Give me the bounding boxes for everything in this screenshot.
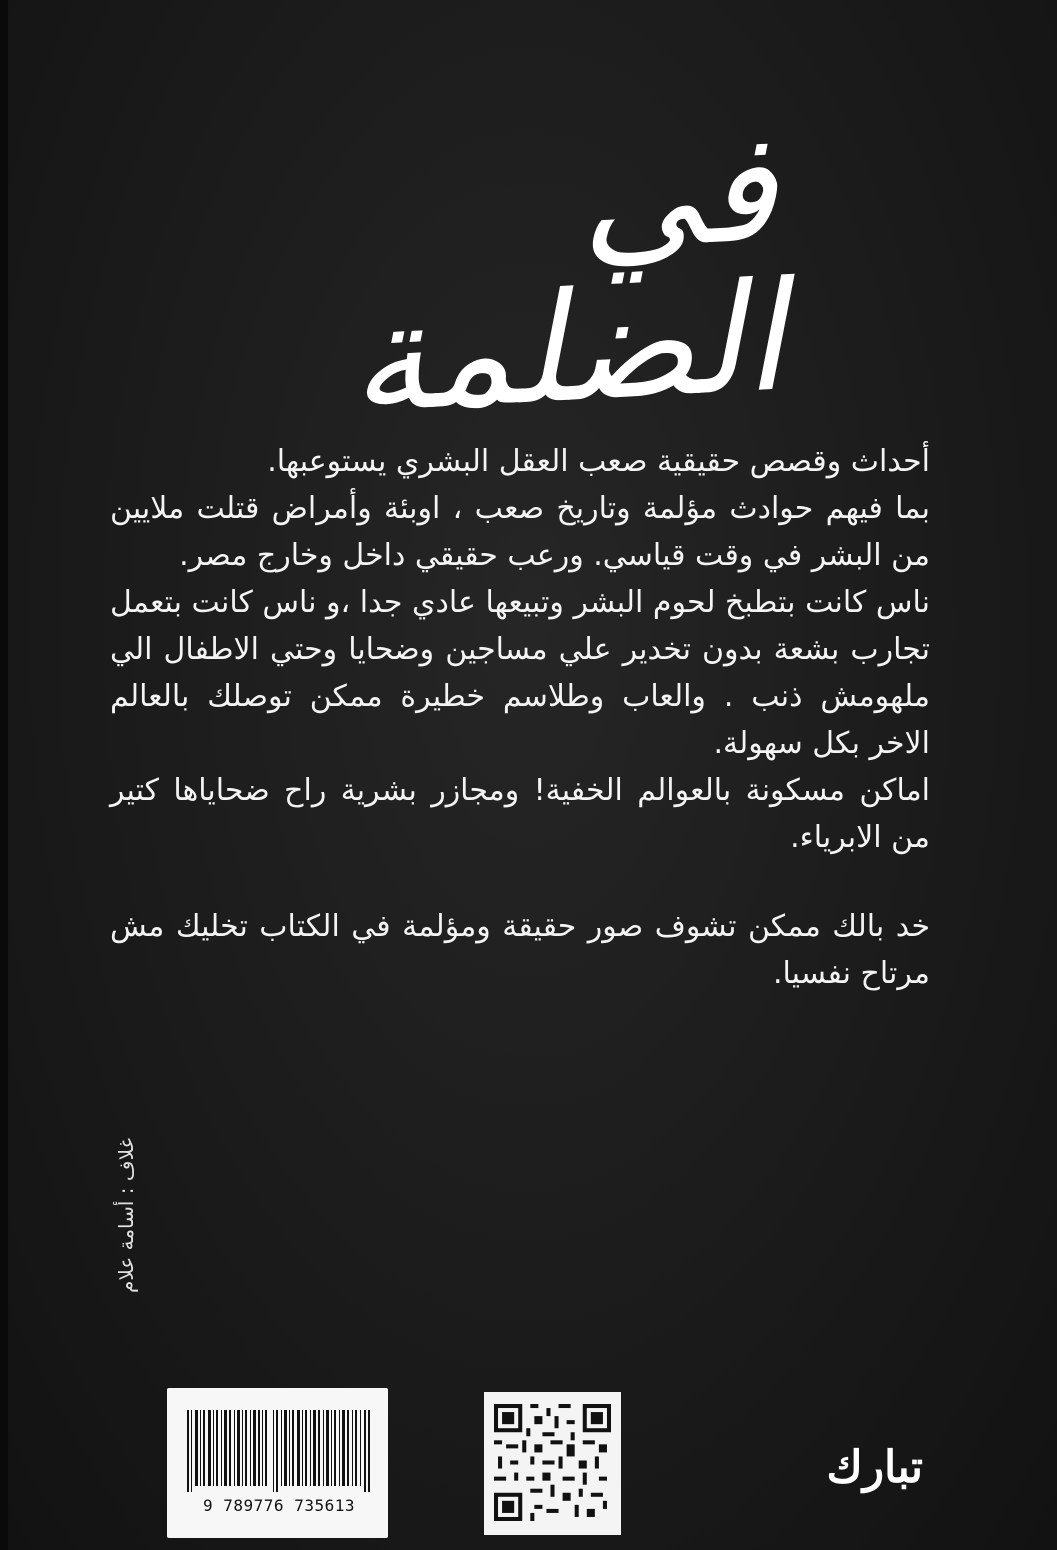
blurb-text [110, 438, 930, 997]
publisher-logo [803, 1442, 923, 1526]
cover-edge [0, 0, 8, 1550]
publisher-name: تبارك [826, 1442, 923, 1493]
paragraph-gap [110, 861, 930, 903]
blurb-paragraph: أحداث وقصص حقيقية صعب العقل البشري يستوعبها. [267, 444, 930, 479]
cover-designer-credit: غلاف : أسامة علام [114, 1137, 138, 1293]
qr-code-icon [494, 1404, 611, 1521]
qr-code [484, 1392, 621, 1535]
warning-paragraph: خد بالك ممكن تشوف صور حقيقة ومؤلمة في الكتاب تخليك مش مرتاح نفسيا. [110, 909, 930, 991]
book-title: في الضلمة [345, 100, 789, 447]
blurb-paragraph: اماكن مسكونة بالعوالم الخفية! ومجازر بشرية راح ضحاياها كتير من الابرياء. [110, 773, 930, 855]
isbn-number: 9 789776 735613 [203, 1496, 355, 1515]
blurb-paragraph: ناس كانت بتطبخ لحوم البشر وتبيعها عادي جدا ،و ناس كانت بتعمل تجارب بشعة بدون تخدير علي مساجين وضحايا وحتي الاطفال الي ملهومش ذنب . والعاب وطلاسم خطيرة ممكن توصلك بالعالم الاخر بكل سهولة. [110, 585, 930, 761]
blurb-paragraph: بما فيهم حوادث مؤلمة وتاريخ صعب ، اوبئة وأمراض قتلت ملايين من البشر في وقت قياسي. ورعب حقيقي داخل وخارج مصر. [110, 491, 930, 573]
isbn-barcode-label [167, 1388, 388, 1538]
barcode-icon [187, 1410, 370, 1492]
